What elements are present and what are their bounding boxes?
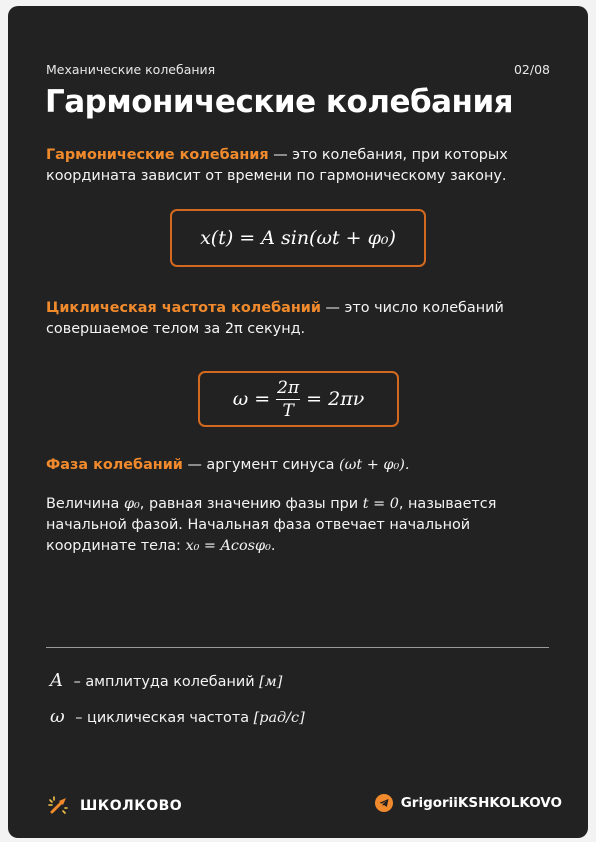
legend-item-amplitude bbox=[50, 670, 282, 691]
initial-phase-text-1: Величина bbox=[46, 496, 124, 512]
term-phase: Фаза колебаний bbox=[46, 457, 183, 473]
fraction-bar bbox=[276, 399, 300, 400]
time-zero-expression: t = 0 bbox=[362, 496, 399, 512]
telegram-handle: GrigoriiKSHKOLKOVO bbox=[400, 795, 562, 811]
legend-text: – циклическая частота bbox=[70, 710, 254, 726]
definition-cyclic-text: — это число колебаний совершаемое телом за 2π секунд. bbox=[46, 300, 504, 337]
definition-cyclic-frequency bbox=[46, 298, 556, 340]
page-title: Гармонические колебания bbox=[45, 84, 514, 120]
initial-phase-text-3: , называется начальной фазой. Начальная фаза отвечает начальной координате тела: bbox=[46, 496, 497, 554]
definition-harmonic-text: — это колебания, при которых координата зависит от времени по гармоническому закону. bbox=[46, 147, 508, 184]
formula-cyclic-frequency bbox=[198, 371, 399, 427]
brand-name: ШКОЛКОВО bbox=[80, 798, 183, 814]
initial-phase-paragraph bbox=[46, 494, 556, 557]
definition-phase bbox=[46, 455, 556, 476]
formula-2-numerator: 2π bbox=[277, 377, 300, 398]
phase-expression: (ωt + φ₀). bbox=[339, 457, 410, 473]
term-harmonic: Гармонические колебания bbox=[46, 147, 269, 163]
page-counter: 02/08 bbox=[513, 62, 550, 77]
brand-logo bbox=[46, 794, 182, 818]
divider bbox=[46, 647, 549, 648]
topic-label: Механические колебания bbox=[46, 62, 216, 77]
initial-coordinate-formula: x₀ = Acosφ₀ bbox=[185, 538, 271, 554]
formula-2-denominator: T bbox=[282, 400, 294, 421]
legend-item-cyclic-frequency bbox=[50, 706, 305, 727]
slide-card bbox=[8, 6, 588, 838]
initial-phase-text-4: . bbox=[270, 538, 276, 554]
legend-text: – амплитуда колебаний bbox=[69, 674, 260, 690]
legend-unit: [рад/с] bbox=[253, 710, 305, 726]
legend-unit: [м] bbox=[259, 674, 283, 690]
definition-phase-text: — аргумент синуса bbox=[182, 457, 335, 473]
initial-phase-symbol: φ₀ bbox=[123, 496, 140, 512]
legend-symbol: A bbox=[50, 670, 63, 691]
formula-2-fraction bbox=[276, 379, 300, 420]
formula-2-lhs: ω = bbox=[232, 388, 271, 410]
formula-harmonic-law: x(t) = A sin(ωt + φ₀) bbox=[170, 209, 426, 267]
telegram-link[interactable] bbox=[375, 794, 562, 812]
definition-harmonic bbox=[46, 145, 556, 187]
initial-phase-text-2: , равная значению фазы при bbox=[139, 496, 363, 512]
telegram-icon bbox=[375, 794, 393, 812]
rocket-sparkle-icon bbox=[46, 794, 70, 818]
term-cyclic-frequency: Циклическая частота колебаний bbox=[46, 300, 321, 316]
legend-symbol: ω bbox=[50, 706, 65, 727]
formula-2-rhs: = 2πν bbox=[306, 388, 365, 410]
